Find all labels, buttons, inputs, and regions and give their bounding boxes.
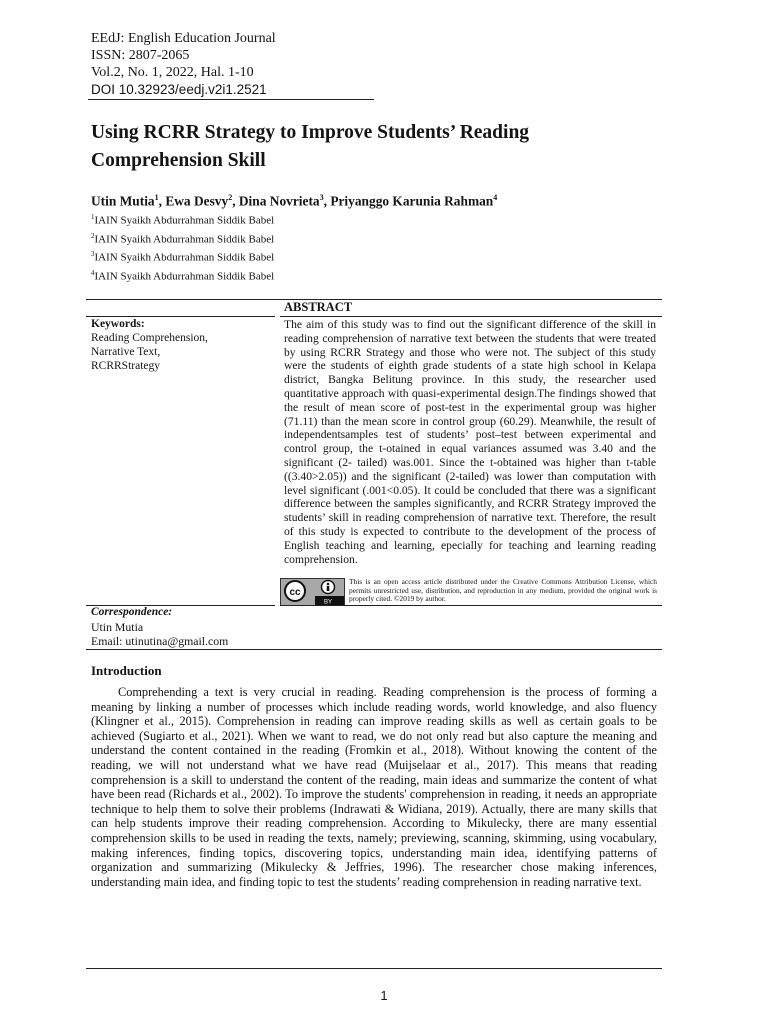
affiliation xyxy=(91,247,274,266)
abstract-text: The aim of this study was to find out the significant difference of the skill in reading comprehension of narrative text between the students that were treated by using RCRR Strategy and those who were not. The subject of this study were the students of eighth grade students of a state high school in Kelapa district, Bangka Belitung province. In this study, the researcher used quantitative approach with quasi-experimental design.The findings showed that the result of mean score of post-test in the experimental group was higher (71.11) than the mean score in control group (60.29). Meanwhile, the result of independentsamples test of students’ post–test between experimental and control group, the t-otained in equal variances assumed was 3.40 and the significant (2- tailed) was.001. Since the t-obtained was higher than t-table ((3.40>2.05)) and the significant (2-tailed) was lower than computation with level significant (.001<0.05). It could be concluded that there was a significant difference between the samples significantly, and RCRR Strategy improved the students’ skill in reading comprehension of narrative text. Therefore, the result of this study is expected to contribute to the development of the process of English teaching and learning, epecially for teaching and learning reading comprehension. xyxy=(284,318,656,566)
correspondence-name: Utin Mutia xyxy=(91,620,144,634)
svg-text:cc: cc xyxy=(289,587,301,598)
author-sup: 2 xyxy=(228,193,233,202)
svg-text:BY: BY xyxy=(323,599,333,605)
correspondence-heading: Correspondence: xyxy=(91,606,173,618)
correspondence-details xyxy=(91,620,228,648)
affiliation-text: IAIN Syaikh Abdurrahman Siddik Babel xyxy=(94,214,275,227)
affiliation-list xyxy=(91,210,274,285)
keywords-heading: Keywords: xyxy=(91,318,145,330)
abstract-top-rule xyxy=(86,299,662,300)
affiliation-sup: 3 xyxy=(91,250,95,259)
affiliation-text: IAIN Syaikh Abdurrahman Siddik Babel xyxy=(94,233,275,246)
abstract-heading: ABSTRACT xyxy=(284,300,353,314)
page-number: 1 xyxy=(380,988,388,1003)
author-sup: 1 xyxy=(154,193,159,202)
footer-rule xyxy=(86,968,662,969)
introduction-heading: Introduction xyxy=(91,663,162,678)
paper-title xyxy=(91,119,651,175)
cc-by-badge-svg xyxy=(281,579,344,605)
front-matter-bottom-rule xyxy=(86,649,662,650)
author-sup: 3 xyxy=(319,193,324,202)
journal-name: EEdJ: English Education Journal xyxy=(91,31,276,46)
journal-header xyxy=(91,30,376,98)
cc-by-license-icon xyxy=(280,578,345,606)
license-notice: This is an open access article distributed under the Creative Commons Attribution License, which permits unrestricted use, distribution, and reproduction in any medium, provided the original work is properly cited. ©2019 by author. xyxy=(349,577,657,604)
journal-issn: ISSN: 2807-2065 xyxy=(91,48,190,63)
author-name: Priyanggo Karunia Rahman xyxy=(330,193,494,209)
header-divider xyxy=(88,99,374,100)
affiliation-text: IAIN Syaikh Abdurrahman Siddik Babel xyxy=(94,270,275,283)
affiliation xyxy=(91,266,274,285)
abstract-rule xyxy=(280,316,662,317)
author-sup: 4 xyxy=(493,193,498,202)
author-list: Utin Mutia$^1$, Ewa Desvy$^2$, Dina Novrieta$^3$, Priyanggo Karunia Rahman$^4$ xyxy=(91,193,498,209)
author-name: Dina Novrieta xyxy=(238,193,320,209)
keyword: RCRRStrategy xyxy=(91,360,161,372)
keyword: Reading Comprehension, xyxy=(91,332,208,344)
journal-doi: DOI 10.32923/eedj.v2i1.2521 xyxy=(91,82,267,97)
keyword: Narrative Text, xyxy=(91,346,161,358)
paper-title-line-1: Using RCRR Strategy to Improve Students’ Reading xyxy=(91,122,530,143)
correspondence-email: Email: utinutina@gmail.com xyxy=(91,634,229,648)
journal-volume: Vol.2, No. 1, 2022, Hal. 1-10 xyxy=(91,65,254,80)
paper-title-line-2: Comprehension Skill xyxy=(91,150,266,171)
keywords-rule xyxy=(86,316,275,317)
affiliation-text: IAIN Syaikh Abdurrahman Siddik Babel xyxy=(94,251,275,264)
affiliation-sup: 4 xyxy=(91,268,95,277)
affiliation-sup: 1 xyxy=(91,213,95,221)
author-name: Ewa Desvy xyxy=(165,193,229,209)
license-bottom-rule xyxy=(280,605,662,606)
keywords-list xyxy=(91,331,208,373)
introduction-paragraph: Comprehending a text is very crucial in reading. Reading comprehension is the process of forming a meaning by linking a number of processes which include reading words, world knowledge, and also fluency (Klingner et al., 2015). Comprehension in reading can improve reading skills as well as certain goals to be achieved (Sugiarto et al., 2021). When we want to read, we do not only read but also capture the meaning and understand the content contained in the reading (Fromkin et al., 2018). Without knowing the content of the reading, we will not understand what we have read (Muijselaar et al., 2017). This means that reading comprehension is a skill to understand the content of the reading, main ideas and summarize the content of what have been read (Richards et al., 2002). To improve the students' comprehension in reading, it needs an appropriate technique to help them to solve their problems (Indrawati & Widiana, 2019). Actually, there are many skills that can help students improve their reading comprehension. According to Mikulecky, there are many essential comprehension skills to be used in reading the texts, namely; previewing, scanning, skimming, using vocabulary, making inferences, finding topics, discovering topics, understanding main idea, identifying patterns of organization and summarizing (Mikulecky & Jeffries, 1996). The researcher chose making inferences, understanding main idea, and finding topic to test the students’ reading comprehension in reading narrative text. xyxy=(91,685,657,889)
author-name: Utin Mutia xyxy=(91,193,155,209)
affiliation-sup: 2 xyxy=(91,231,95,240)
affiliation xyxy=(91,210,274,229)
affiliation xyxy=(91,229,274,248)
